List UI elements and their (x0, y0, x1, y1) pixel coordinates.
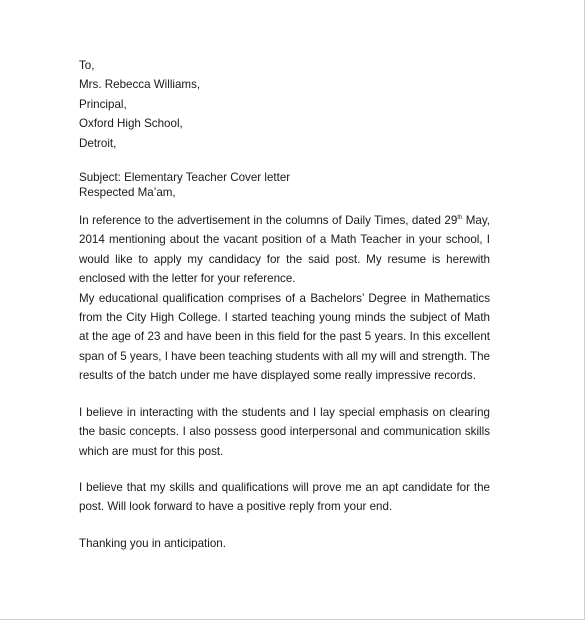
subject-line: Subject: Elementary Teacher Cover letter (79, 171, 291, 185)
recipient-title: Principal, (79, 97, 127, 111)
greeting: Respected Ma’am, (79, 186, 176, 200)
spacer (79, 153, 490, 170)
spacer (79, 517, 490, 534)
paragraph-qualifications: My educational qualification comprises of a Bachelors’ Degree in Mathematics from the City High College. I started teaching young minds the subject of Math at the age of 23 and have been in this field for the past 5 years. In this excellent span of 5 years, I have been teaching students with all my will and strength. The results of the batch under me have displayed some really impressive records. (79, 291, 490, 383)
salutation-to: To, (79, 59, 95, 72)
date-ordinal-suffix: th (457, 215, 463, 222)
paragraph-intro (79, 211, 490, 289)
paragraph-intro-text-cont: May, 2014 mentioning about the vacant position of a Math Teacher in your school, I would like to apply my candidacy for the said post. My resume is herewith enclosed with the letter for your reference. (79, 214, 490, 286)
spacer (79, 386, 490, 403)
spacer (79, 461, 490, 478)
closing-line: Thanking you in anticipation. (79, 536, 226, 550)
recipient-city: Detroit, (79, 136, 117, 150)
paragraph-conclusion: I believe that my skills and qualifications will prove me an apt candidate for the post. Will look forward to have a positive reply from your end. (79, 480, 490, 514)
letter-body (79, 56, 490, 553)
spacer (79, 200, 490, 211)
paragraph-approach: I believe in interacting with the students and I lay special emphasis on clearing the basic concepts. I also possess good interpersonal and communication skills which are must for this post. (79, 405, 490, 458)
recipient-school: Oxford High School, (79, 117, 183, 131)
paragraph-intro-text: In reference to the advertisement in the columns of Daily Times, dated 29 (79, 214, 458, 228)
recipient-name: Mrs. Rebecca Williams, (79, 78, 201, 92)
